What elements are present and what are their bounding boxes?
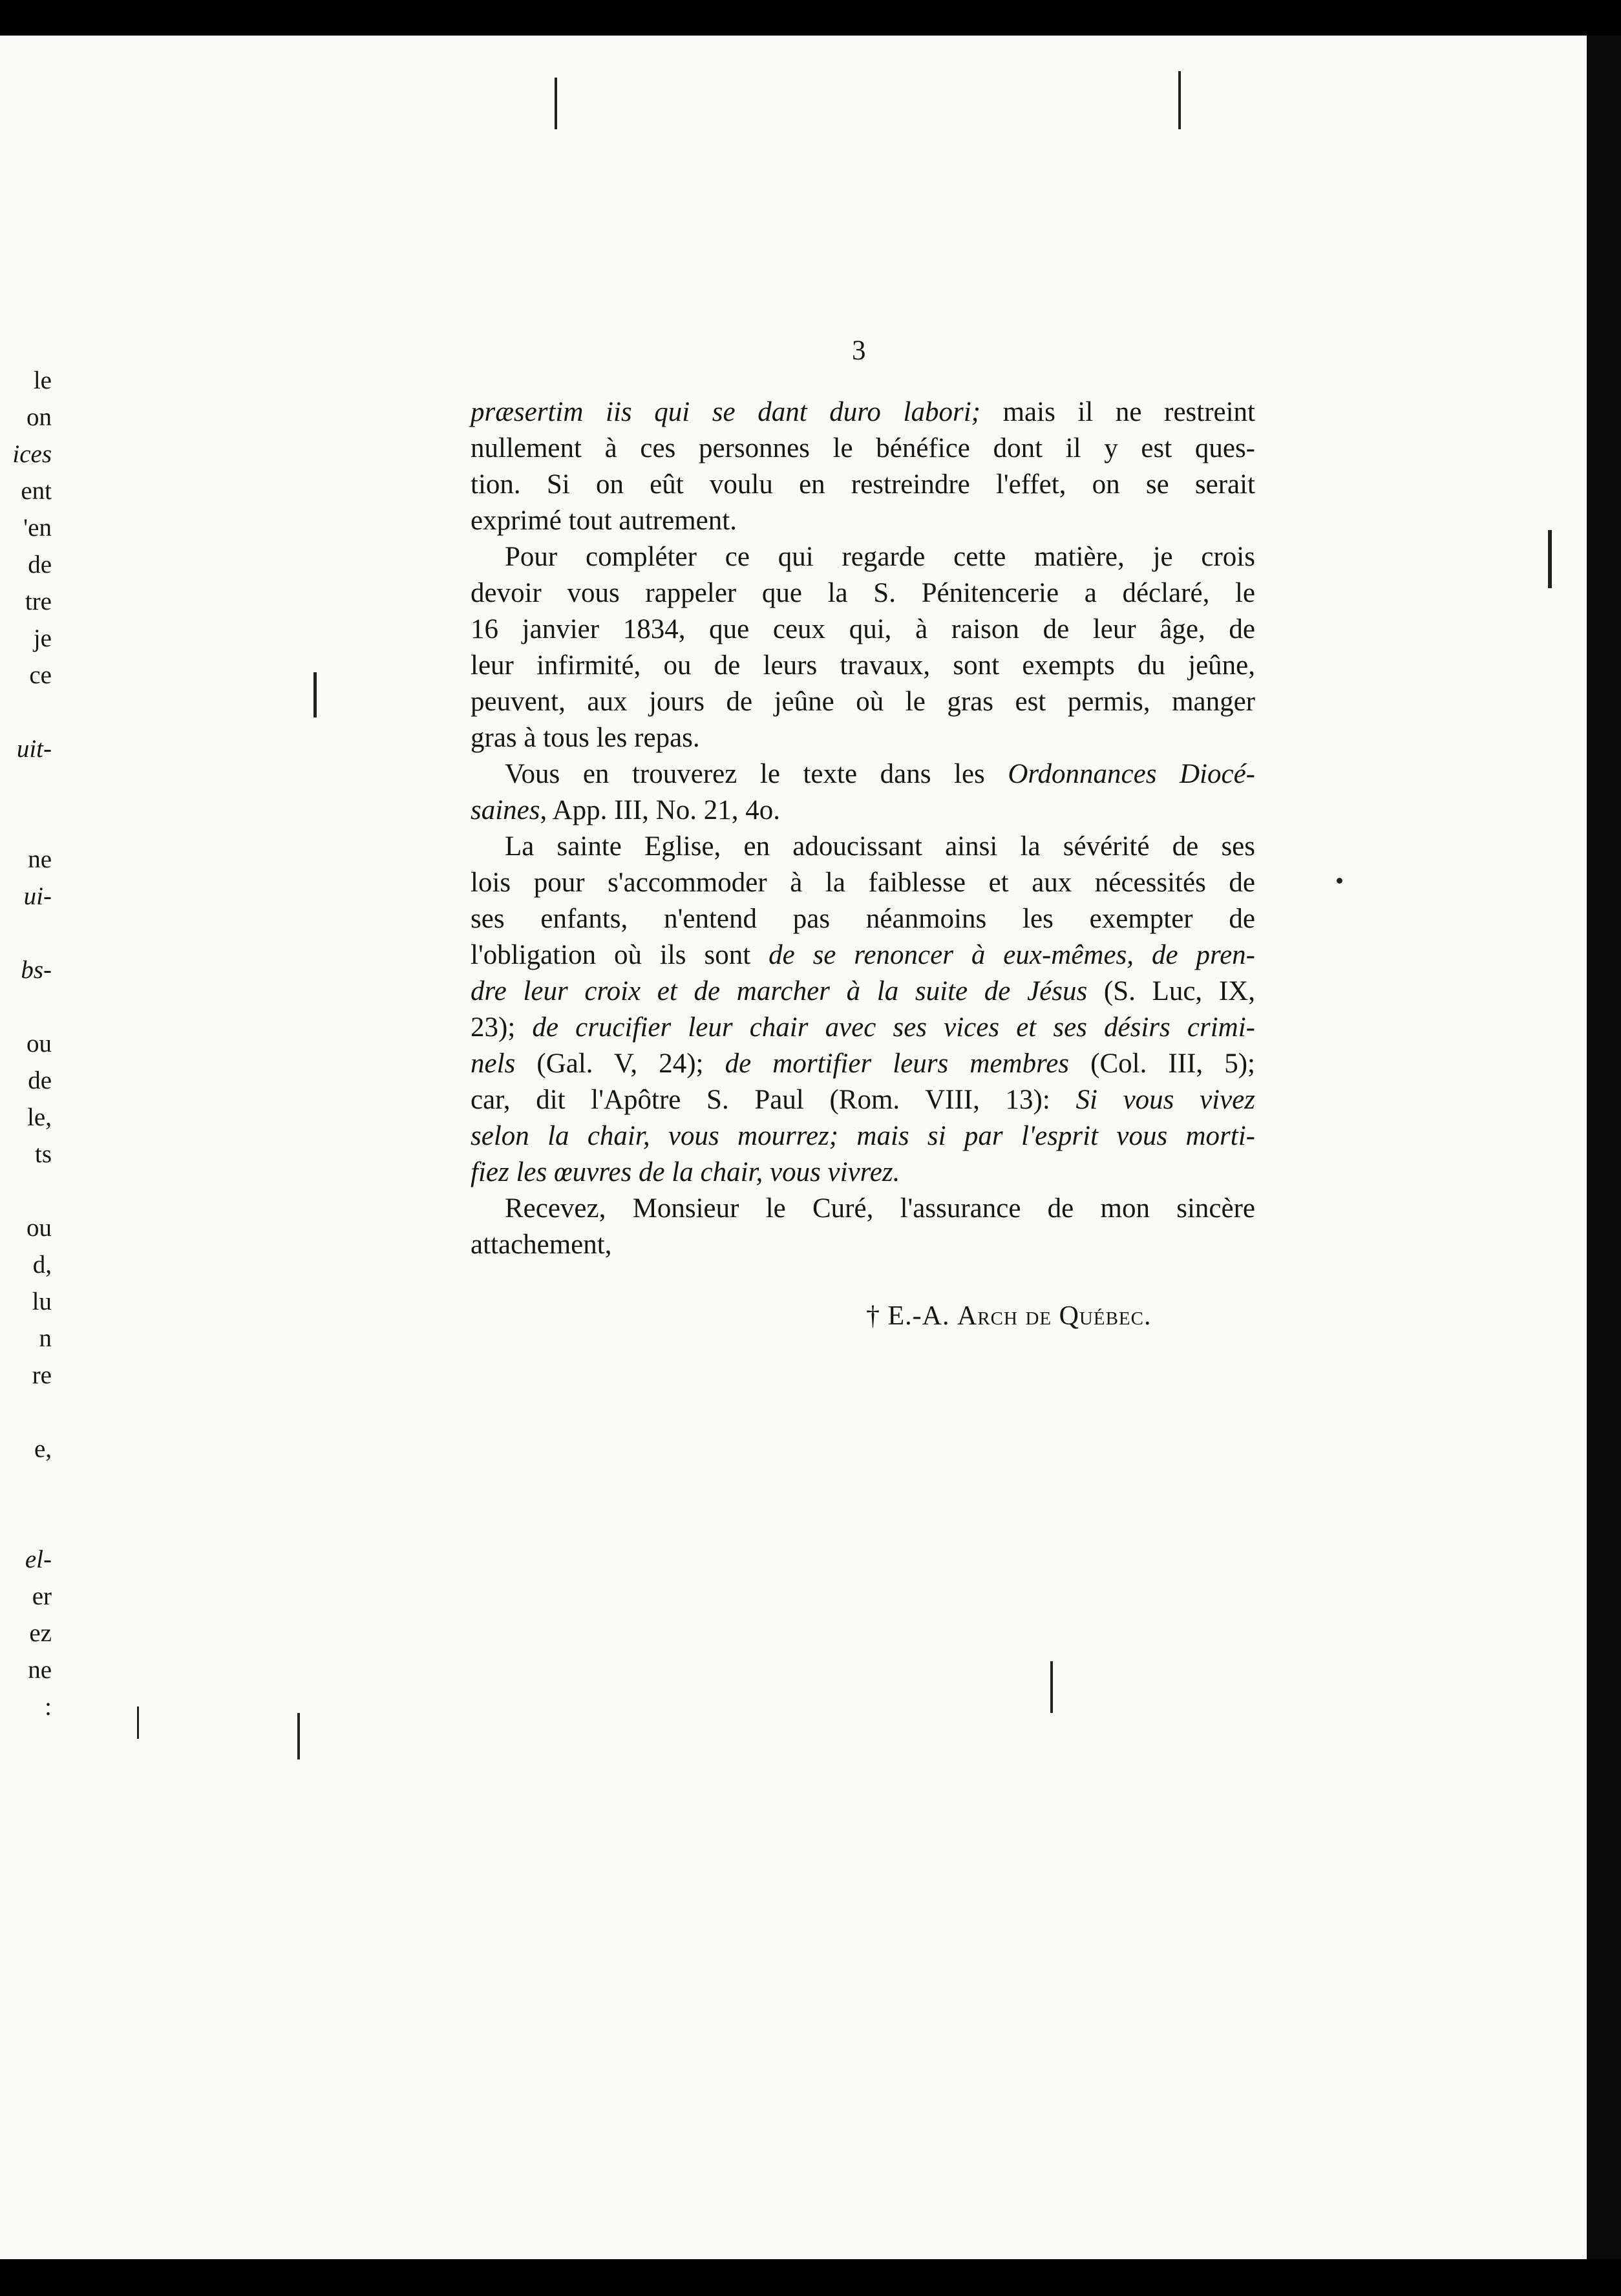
margin-fragment: ou <box>26 1214 52 1242</box>
italic-text: fiez les œuvres de la chair, vous vivrez. <box>471 1157 900 1187</box>
margin-fragment: e, <box>34 1435 52 1463</box>
text-line <box>471 937 1255 973</box>
margin-fragment: je <box>33 624 52 652</box>
text-run: exprimé tout autrement. <box>471 505 737 536</box>
margin-fragment: de <box>28 1067 52 1094</box>
text-line <box>471 539 1255 575</box>
text-run: Recevez, Monsieur le Curé, l'assurance de mon sincère <box>505 1193 1255 1224</box>
text-line <box>471 1154 1255 1191</box>
speck <box>1548 530 1552 588</box>
text-line <box>471 611 1255 648</box>
text-line <box>471 1118 1255 1154</box>
margin-fragment <box>0 694 52 730</box>
text-run: gras à tous les repas. <box>471 723 700 753</box>
margin-fragment: le <box>33 367 52 394</box>
margin-fragment: ne <box>28 845 52 873</box>
signature-initials: E.-A. <box>887 1301 950 1331</box>
text-run: (Col. III, 5); <box>1069 1048 1256 1079</box>
italic-text: saines <box>471 795 540 825</box>
margin-fragment: uit- <box>16 735 52 763</box>
italic-text: Si vous vivez <box>1075 1085 1255 1115</box>
margin-fragment: ices <box>12 440 52 468</box>
italic-text: selon la chair, vous mourrez; mais si par l'esprit vous morti- <box>471 1121 1255 1151</box>
text-line <box>471 430 1255 467</box>
crease-mark <box>297 1713 300 1759</box>
margin-fragment: ce <box>29 661 52 689</box>
margin-fragment: tre <box>25 588 52 615</box>
text-line <box>471 973 1255 1010</box>
text-run: (Gal. V, 24); <box>515 1048 725 1079</box>
text-line <box>471 792 1255 829</box>
text-run: attachement, <box>471 1229 612 1260</box>
text-line <box>471 1046 1255 1082</box>
italic-text: præsertim iis qui se dant duro labori; <box>471 397 980 427</box>
margin-fragment <box>0 1504 52 1541</box>
text-line <box>471 684 1255 720</box>
margin-fragment: re <box>32 1361 52 1389</box>
margin-fragment: ez <box>29 1619 52 1647</box>
page-edge-shadow <box>1587 36 1621 2259</box>
margin-fragment <box>0 988 52 1025</box>
margin-fragment <box>0 767 52 804</box>
text-line <box>471 1191 1255 1227</box>
margin-fragment: ou <box>26 1030 52 1058</box>
signature <box>866 1301 1152 1332</box>
margin-fragment: : <box>45 1693 52 1721</box>
text-line <box>471 756 1255 792</box>
speck <box>1337 878 1342 884</box>
text-line <box>471 575 1255 611</box>
margin-fragment: ent <box>21 477 52 505</box>
margin-fragment: de <box>28 551 52 579</box>
margin-fragment: d, <box>32 1251 52 1279</box>
text-run: , App. III, No. 21, 4o. <box>540 795 780 825</box>
text-line <box>471 829 1255 865</box>
margin-fragment: el- <box>25 1546 52 1573</box>
italic-text: dre leur croix et de marcher à la suite de Jésus <box>471 976 1088 1006</box>
page-bottom-shadow <box>0 2270 1621 2296</box>
text-run: nullement à ces personnes le bénéfice dont il y est ques- <box>471 433 1255 463</box>
margin-fragment: le, <box>27 1103 52 1131</box>
margin-fragment: n <box>39 1324 52 1352</box>
margin-fragment <box>0 1394 52 1430</box>
italic-text: de crucifier leur chair avec ses vices et ses désirs crimi- <box>532 1012 1255 1043</box>
italic-text: nels <box>471 1048 516 1079</box>
page-number: 3 <box>852 335 866 366</box>
margin-fragment: 'en <box>23 514 52 542</box>
text-line <box>471 1082 1255 1118</box>
letter-body <box>471 394 1255 1263</box>
margin-fragment <box>0 915 52 951</box>
crease-mark <box>313 672 317 717</box>
text-run: ses enfants, n'entend pas néanmoins les exempter de <box>471 904 1255 934</box>
text-run: car, dit l'Apôtre S. Paul (Rom. VIII, 13): <box>471 1085 1076 1115</box>
italic-text: de se renoncer à eux-mêmes, de pren- <box>768 940 1255 970</box>
text-line <box>471 865 1255 901</box>
text-run: Vous en trouverez le texte dans les <box>505 759 1008 789</box>
text-run: 16 janvier 1834, que ceux qui, à raison de leur âge, de <box>471 614 1255 644</box>
italic-text: de mortifier leurs membres <box>725 1048 1070 1079</box>
margin-fragment <box>0 1173 52 1209</box>
text-line <box>471 1227 1255 1263</box>
text-run: mais il ne restreint <box>980 397 1256 427</box>
crease-mark <box>555 78 557 129</box>
margin-fragment: ts <box>34 1140 52 1168</box>
crease-mark <box>1050 1661 1053 1713</box>
margin-fragment: ui- <box>23 882 52 910</box>
crease-mark <box>137 1706 139 1739</box>
text-line <box>471 503 1255 539</box>
text-line <box>471 648 1255 684</box>
margin-fragment <box>0 1467 52 1504</box>
text-run: tion. Si on eût voulu en restreindre l'effet, on se serait <box>471 469 1255 500</box>
text-run: devoir vous rappeler que la S. Pénitencerie a déclaré, le <box>471 578 1255 608</box>
text-run: l'obligation où ils sont <box>471 940 769 970</box>
text-run: Pour compléter ce qui regarde cette matière, je crois <box>505 542 1255 572</box>
text-run: lois pour s'accommoder à la faiblesse et aux nécessités de <box>471 867 1255 898</box>
margin-fragment: bs- <box>21 956 52 984</box>
text-line <box>471 720 1255 756</box>
margin-fragment <box>0 804 52 841</box>
signature-cross: † <box>866 1301 880 1331</box>
signature-title: Arch de Québec. <box>957 1301 1152 1331</box>
text-run: leur infirmité, ou de leurs travaux, sont exempts du jeûne, <box>471 650 1255 681</box>
text-line <box>471 901 1255 937</box>
text-line <box>471 467 1255 503</box>
margin-fragment: lu <box>32 1288 52 1315</box>
text-line <box>471 394 1255 430</box>
text-run: peuvent, aux jours de jeûne où le gras est permis, manger <box>471 686 1255 717</box>
text-run: (S. Luc, IX, <box>1087 976 1255 1006</box>
text-line <box>471 1010 1255 1046</box>
text-run: 23); <box>471 1012 533 1043</box>
crease-mark <box>1178 71 1181 129</box>
margin-fragment: ne <box>28 1656 52 1684</box>
previous-page-margin-fragments <box>0 362 52 1725</box>
margin-fragment: on <box>26 403 52 431</box>
italic-text: Ordonnances Diocé- <box>1008 759 1255 789</box>
margin-fragment: er <box>32 1582 52 1610</box>
text-run: La sainte Eglise, en adoucissant ainsi la sévérité de ses <box>505 831 1255 862</box>
